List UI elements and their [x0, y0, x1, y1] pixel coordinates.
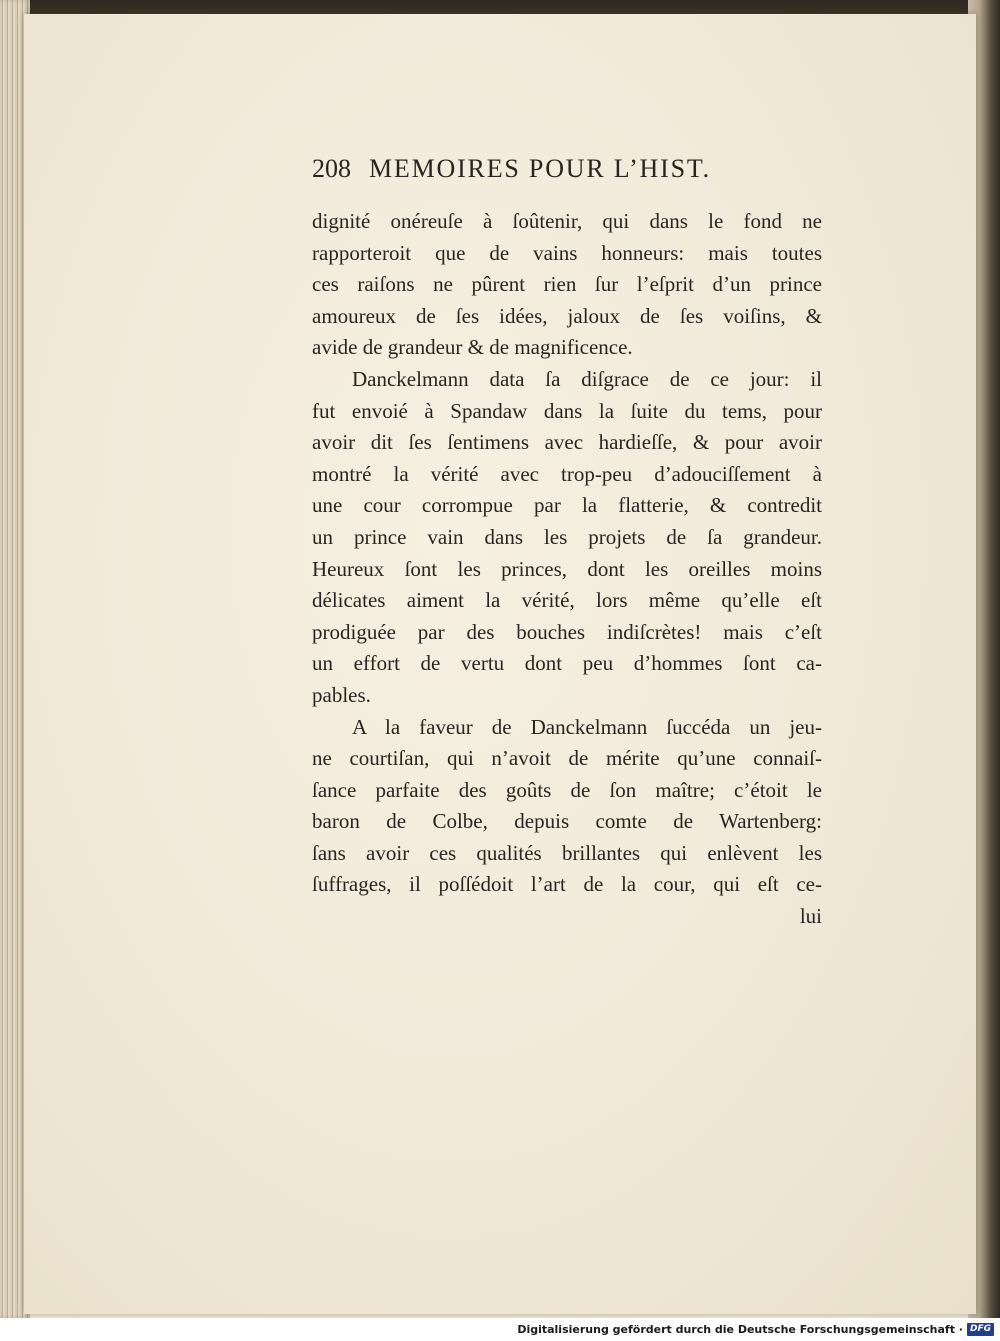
text-block — [312, 154, 822, 933]
text-line: ne courtiſan, qui n’avoit de mérite qu’une connaiſ- — [312, 746, 822, 771]
digitization-credit-bar — [0, 1318, 1000, 1341]
digitization-credit: Digitalisierung gefördert durch die Deutsche Forschungsgemeinschaft · — [517, 1323, 963, 1336]
running-head-title: MEMOIRES POUR L’HIST. — [369, 154, 711, 183]
text-line: pables. — [312, 682, 371, 707]
text-line: délicates aiment la vérité, lors même qu’elle eſt — [312, 588, 822, 613]
text-line: amoureux de ſes idées, jaloux de ſes voiſins, & — [312, 303, 822, 328]
text-line: Danckelmann data ſa diſgrace de ce jour: il — [352, 366, 822, 391]
text-line: avoir dit ſes ſentimens avec hardieſſe, & pour avoir — [312, 430, 822, 455]
page-number: 208 — [312, 154, 351, 183]
text-line: ces raiſons ne pûrent rien ſur l’eſprit d’un prince — [312, 272, 822, 297]
text-line: rapporteroit que de vains honneurs: mais toutes — [312, 240, 822, 265]
text-line: prodiguée par des bouches indiſcrètes! mais c’eſt — [312, 619, 822, 644]
text-line: ſance parfaite des goûts de ſon maître; c’étoit le — [312, 777, 822, 802]
text-line: Heureux ſont les princes, dont les oreilles moins — [312, 556, 822, 581]
text-line: un effort de vertu dont peu d’hommes ſont ca- — [312, 651, 822, 676]
catchword: lui — [799, 904, 822, 929]
text-line: une cour corrompue par la flatterie, & contredit — [312, 493, 822, 518]
text-line: A la faveur de Danckelmann ſuccéda un jeu- — [352, 714, 822, 739]
text-line: montré la vérité avec trop-peu d’adouciſſement à — [312, 461, 822, 486]
text-line: ſuffrages, il poſſédoit l’art de la cour, qui eſt ce- — [312, 872, 822, 897]
text-line: fut envoié à Spandaw dans la ſuite du tems, pour — [312, 398, 822, 423]
text-line: avide de grandeur & de magnificence. — [312, 335, 633, 360]
text-line: ſans avoir ces qualités brillantes qui enlèvent les — [312, 840, 822, 865]
text-line: un prince vain dans les projets de ſa grandeur. — [312, 524, 822, 549]
dfg-logo-icon: DFG — [967, 1323, 994, 1336]
text-line: baron de Colbe, depuis comte de Wartenberg: — [312, 809, 822, 834]
running-head — [312, 154, 822, 206]
text-line: dignité onéreuſe à ſoûtenir, qui dans le fond ne — [312, 209, 822, 233]
book-page — [24, 14, 976, 1314]
